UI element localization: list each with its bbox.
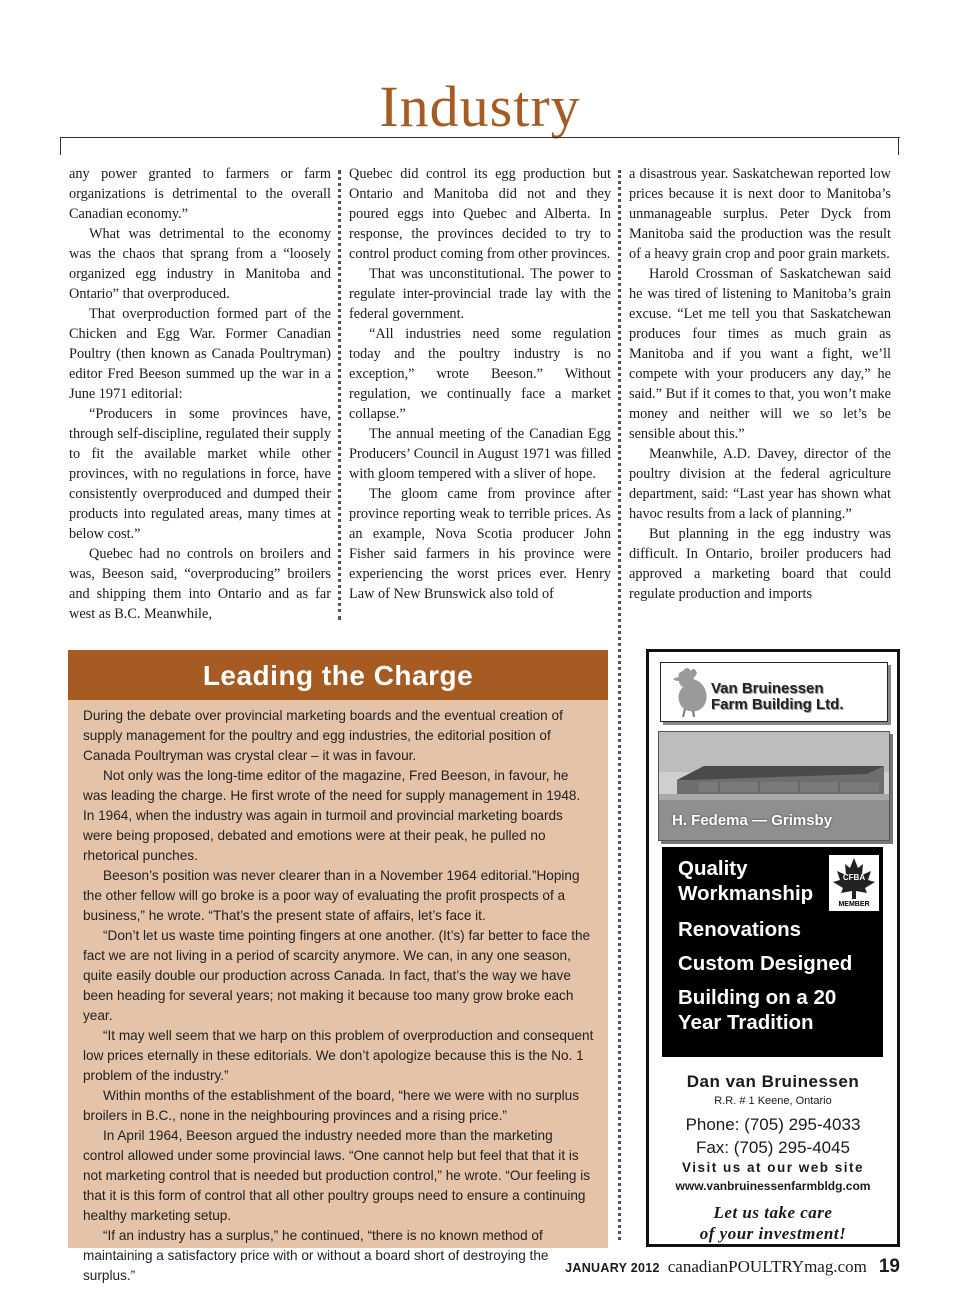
contact-address: R.R. # 1 Keene, Ontario	[714, 1095, 832, 1107]
paragraph: Harold Crossman of Saskatchewan said he was tired of listening to Manitoba’s grain excuse. “Let me tell you that Saskatchewan produces four times as much grain as Manitoba and if you want a fight, we’ll compete with your producers any day,” he said.” But if it comes to that, you won’t make money and neither will we so let’s be sensible about this.”	[629, 266, 891, 442]
sidebar-paragraph: In April 1964, Beeson argued the industry needed more than the marketing control allowed under some provincial laws. “One cannot help but feel that that it is not marketing control that is needed but production control,” he wrote. “Our feeling is that it is this form of control that all other poultry groups need to ensure a continuing healthy marketing setup.	[83, 1128, 591, 1223]
website-link[interactable]: www.vanbruinessenfarmbldg.com	[675, 1179, 871, 1193]
sidebar-title: Leading the Charge	[68, 650, 608, 700]
sidebar-paragraph: Not only was the long-time editor of the magazine, Fred Beeson, in favour, he was leading the charge. He first wrote of the need for supply management in 1948. In 1964, when the industry was again in turmoil and provincial marketing boards were being proposed, debated and emotions were at their peak, he pulled no rhetorical punches.	[83, 768, 581, 863]
paragraph: That was unconstitutional. The power to regulate inter-provincial trade lay with the federal government.	[349, 266, 611, 322]
cfba-member: MEMBER	[838, 901, 870, 908]
paragraph: Quebec had no controls on broilers and was, Beeson said, “overproducing” broilers and shipping them into Ontario and as far west as B.C. Meanwhile,	[69, 546, 331, 622]
paragraph: Quebec did control its egg production but Ontario and Manitoba did not and they poured eggs into Quebec and Alberta. In response, the provinces decided to try to control product coming from other provinces.	[349, 166, 611, 262]
section-title: Industry	[379, 74, 581, 139]
paragraph: The annual meeting of the Canadian Egg Producers’ Council in August 1971 was filled with gloom tempered with a sliver of hope.	[349, 426, 611, 482]
paragraph: What was detrimental to the economy was the chaos that sprang from a “loosely organized egg industry in Manitoba and Ontario” that overproduced.	[69, 226, 331, 302]
quality-text: Quality	[678, 857, 748, 880]
tradition-text: Year Tradition	[678, 1011, 814, 1034]
maple-leaf-icon	[829, 855, 879, 901]
column-divider	[338, 170, 341, 620]
ad-company-line1: Van Bruinessen	[711, 680, 824, 697]
article-column-2	[349, 164, 611, 624]
contact-phone: Phone: (705) 295-4033	[685, 1115, 861, 1134]
sidebar-paragraph: Beeson’s position was never clearer than in a November 1964 editorial.”Hoping the other fellow will go broke is a poor way of evaluating the profit prospects of a business,” he wrote. “That’s the present state of affairs, let’s face it.	[83, 868, 580, 923]
paragraph: any power granted to farmers or farm organizations is detrimental to the overall Canadian economy.”	[69, 166, 331, 222]
cfba-badge	[829, 855, 879, 911]
sidebar-box	[68, 650, 608, 1283]
renovations-text: Renovations	[678, 918, 802, 941]
paragraph: But planning in the egg industry was difficult. In Ontario, broiler producers had approved a marketing board that could regulate production and imports	[629, 526, 891, 602]
paragraph: “All industries need some regulation today and the poultry industry is no exception,” wrote Beeson.” Without regulation, we continually face a market collapse.”	[349, 326, 611, 422]
issue-date: JANUARY 2012	[565, 1261, 660, 1275]
ad-company-name	[711, 681, 844, 713]
ad-company-line2: Farm Building Ltd.	[711, 696, 844, 713]
title-rule-left	[60, 137, 61, 155]
rooster-icon	[669, 665, 711, 717]
title-rule-right	[898, 137, 899, 155]
tagline-line2: of your investment!	[699, 1224, 847, 1243]
sidebar-paragraph: “It may well seem that we harp on this problem of overproduction and consequent low prices eternally in these editorials. We don’t apologize because this is the No. 1 problem of the industry.”	[83, 1028, 594, 1083]
visit-text: Visit us at our web site	[681, 1160, 865, 1175]
ad-logo	[660, 662, 888, 722]
column-divider	[618, 170, 621, 1240]
sidebar-paragraph: “Don’t let us waste time pointing fingers at one another. (It’s) far better to face the fact we are not living in a period of scarcity anymore. We can, in any one season, quite easily double our production across Canada. In fact, that’s the way we have been heading for several years; not making it because too many grow broke each year.	[83, 928, 591, 1023]
building-text: Building on a 20	[678, 986, 837, 1009]
photo-caption: H. Fedema — Grimsby	[672, 812, 833, 829]
article-column-3	[629, 164, 891, 624]
magazine-site[interactable]: canadianPOULTRYmag.com	[667, 1257, 867, 1276]
paragraph: “Producers in some provinces have, through self-discipline, regulated their supply to fit the available market while other provinces, with no regulations in force, have consistently overproduced and dumped their products into regulated areas, many times at below cost.”	[69, 406, 331, 542]
paragraph: That overproduction formed part of the Chicken and Egg War. Former Canadian Poultry (then known as Canada Poultryman) editor Fred Beeson summed up the war in a June 1971 editorial:	[69, 306, 331, 402]
page-footer	[565, 1256, 900, 1278]
paragraph: a disastrous year. Saskatchewan reported low prices because it is next door to Manitoba’s unmanageable surplus. Peter Dyck from Manitoba said the production was the result of a heavy grain crop and poor grain markets.	[629, 166, 891, 262]
custom-designed-text: Custom Designed	[678, 952, 853, 975]
sidebar-paragraph: “If an industry has a surplus,” he continued, “there is no known method of maintaining a satisfactory price with or without a board short of destroying the surplus.”	[83, 1228, 549, 1283]
paragraph: Meanwhile, A.D. Davey, director of the poultry division at the federal agriculture department, said: “Last year has shown what havoc results from a lack of planning.”	[629, 446, 891, 522]
title-rule	[60, 137, 900, 138]
contact-fax: Fax: (705) 295-4045	[695, 1138, 851, 1157]
services-panel	[662, 847, 883, 1057]
workmanship-text: Workmanship	[678, 882, 814, 905]
sidebar-paragraph: Within months of the establishment of the board, “here we were with no surplus broilers in B.C., none in the neighbouring provinces and a rising price.”	[83, 1088, 580, 1123]
paragraph: The gloom came from province after province reporting weak to terrible prices. As an example, Nova Scotia producer John Fisher said farmers in his province were experiencing the worst prices ever. Henry Law of New Brunswick also told of	[349, 486, 611, 602]
article-column-1	[69, 164, 331, 624]
cfba-label: CFBA	[842, 873, 866, 882]
page-number: 19	[878, 1256, 900, 1277]
sidebar-paragraph: During the debate over provincial marketing boards and the eventual creation of supply management for the poultry and egg industries, the editorial position of Canada Poultryman was crystal clear – it was in favour.	[83, 708, 563, 763]
contact-name: Dan van Bruinessen	[686, 1072, 860, 1091]
sidebar-body	[68, 700, 608, 1286]
advertisement	[646, 649, 900, 1247]
tagline-line1: Let us take care	[713, 1203, 833, 1222]
